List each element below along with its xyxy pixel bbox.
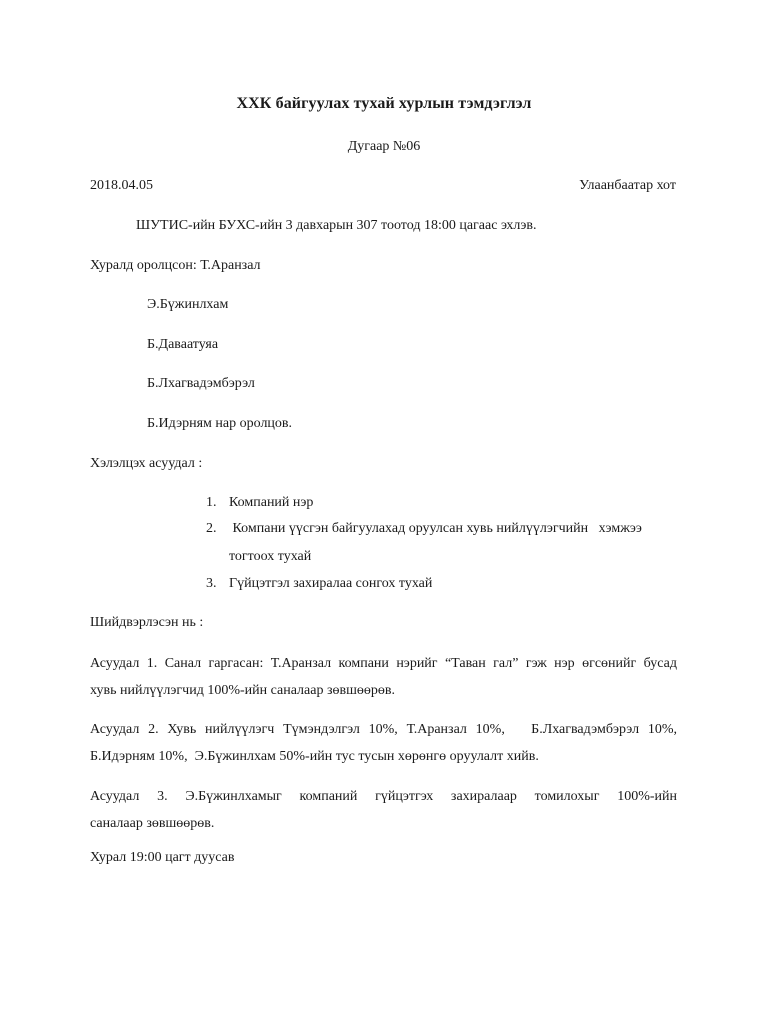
agenda-item-number: 3. <box>206 576 217 591</box>
decisions-label: Шийдвэрлэсэн нь : <box>90 615 204 630</box>
attendees-label: Хуралд оролцсон: Т.Аранзал <box>90 258 261 273</box>
decision-paragraph <box>90 783 677 837</box>
attendee-item: Э.Бүжинлхам <box>147 297 229 312</box>
agenda-label: Хэлэлцэх асуудал : <box>90 456 203 471</box>
decision-line: Асуудал 3. Э.Бүжинлхамыг компаний гүйцэтгэх захиралаар томилохыг 100%-ийн <box>90 789 677 804</box>
attendee-item: Б.Лхагвадэмбэрэл <box>147 376 255 391</box>
agenda-item-text: Гүйцэтгэл захиралаа сонгох тухай <box>229 576 433 591</box>
meeting-location: ШУТИС-ийн БУХС-ийн 3 давхарын 307 тоотод 18:00 цагаас эхлэв. <box>136 218 537 233</box>
agenda-item-text: Компани үүсгэн байгуулахад оруулсан хувь нийлүүлэгчийн хэмжээ <box>229 521 642 536</box>
decision-line: Асуудал 2. Хувь нийлүүлэгч Түмэндэлгэл 10%, Т.Аранзал 10%, Б.Лхагвадэмбэрэл 10%, <box>90 722 677 737</box>
attendee-item: Б.Идэрням нар оролцов. <box>147 416 293 431</box>
agenda-item-number: 2. <box>206 521 217 536</box>
closing-line: Хурал 19:00 цагт дуусав <box>90 850 235 865</box>
agenda-item-number: 1. <box>206 495 217 510</box>
agenda-item-text-continued: тогтоох тухай <box>229 549 312 564</box>
decision-line: саналаар зөвшөөрөв. <box>90 816 215 831</box>
document-title: ХХК байгуулах тухай хурлын тэмдэглэл <box>236 95 532 112</box>
meeting-date: 2018.04.05 <box>90 178 153 193</box>
decision-line: Б.Идэрням 10%, Э.Бүжинлхам 50%-ийн тус тусын хөрөнгө оруулалт хийв. <box>90 749 539 764</box>
meeting-city: Улаанбаатар хот <box>579 178 676 193</box>
decision-paragraph <box>90 650 677 704</box>
attendee-item: Б.Даваатуяа <box>147 337 219 352</box>
decision-line: хувь нийлүүлэгчид 100%-ийн саналаар зөвшөөрөв. <box>90 683 395 698</box>
document-number: Дугаар №06 <box>347 139 421 154</box>
decision-line: Асуудал 1. Санал гаргасан: Т.Аранзал компани нэрийг “Таван гал” гэж нэр өгсөнийг бусад <box>90 656 677 671</box>
decision-paragraph <box>90 716 677 770</box>
agenda-item-text: Компаний нэр <box>229 495 314 510</box>
